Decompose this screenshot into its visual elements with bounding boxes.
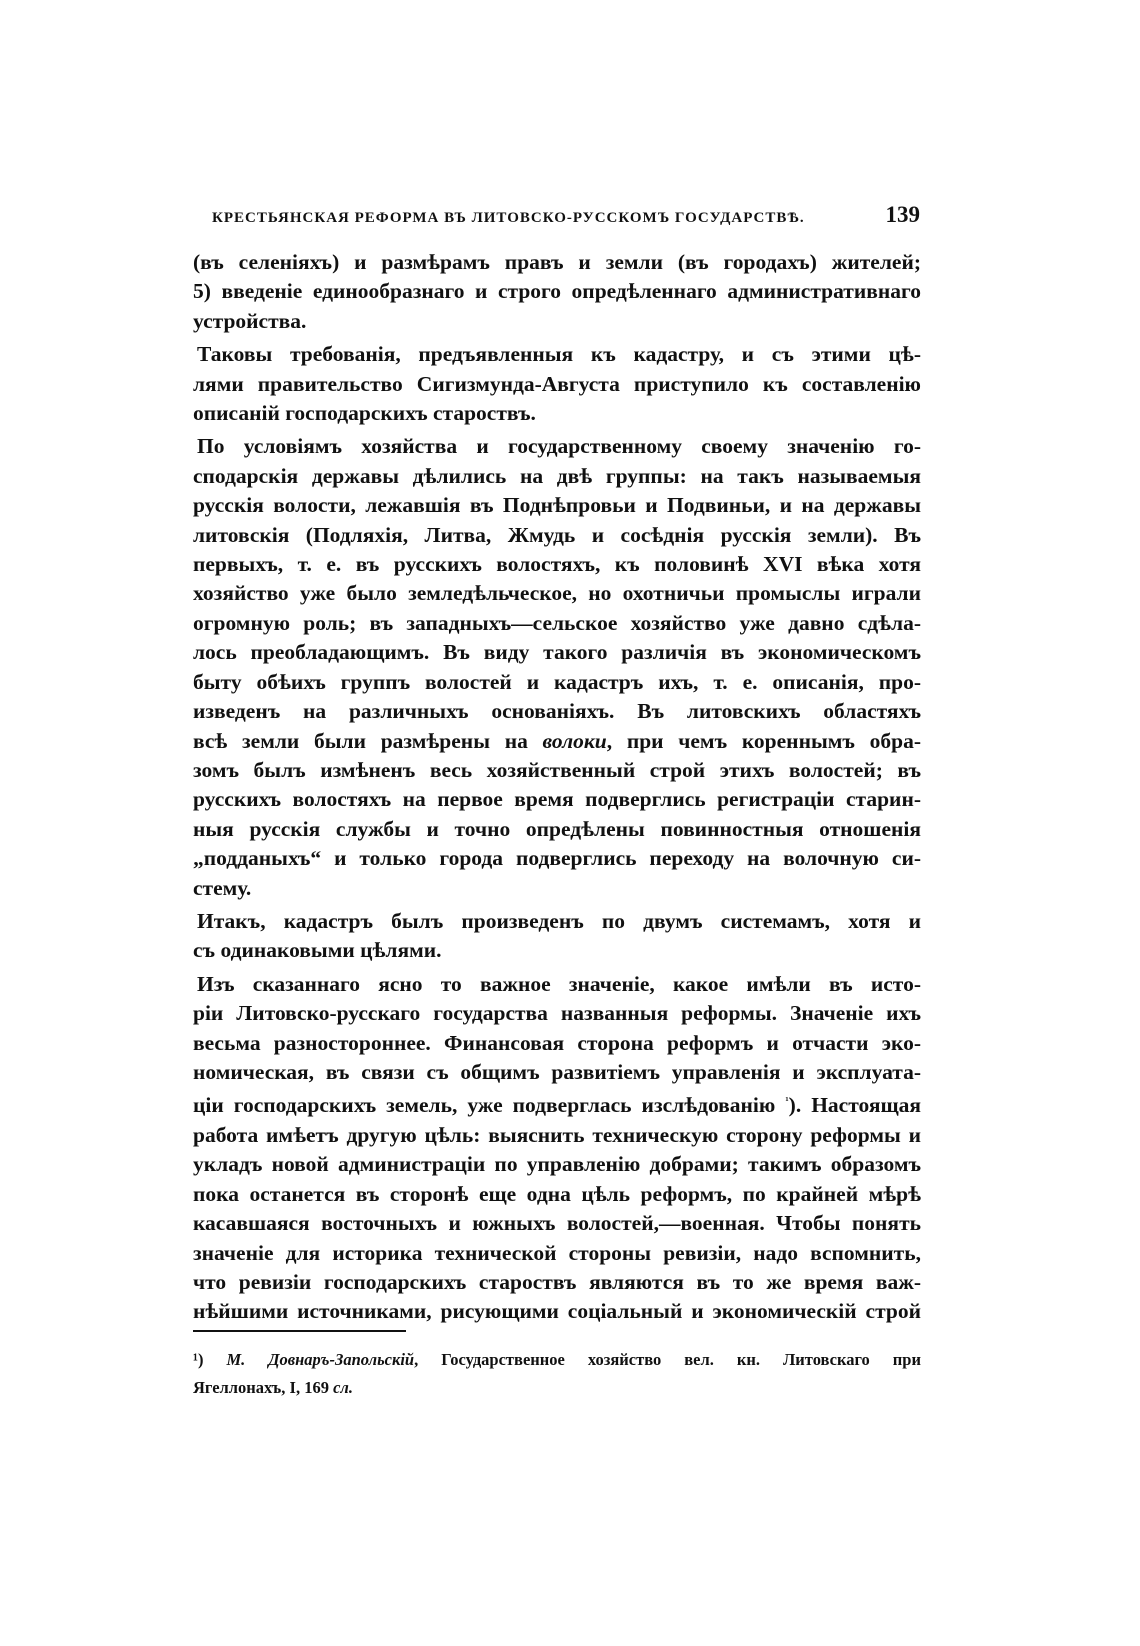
footnote-author: М. Довнаръ-Запольскій xyxy=(226,1350,415,1369)
text-line: русскія волости, лежавшія въ Поднѣпровьи и Подвиньи, и на державы xyxy=(193,493,921,518)
text-line: Итакъ, кадастръ былъ произведенъ по двумъ системамъ, хотя и xyxy=(197,908,921,933)
paragraph-1 xyxy=(193,248,921,336)
text-line: всѣ земли были размѣрены на волоки, при чемъ кореннымъ обра- xyxy=(193,728,921,753)
page-header xyxy=(212,202,920,228)
text-line: лось преобладающимъ. Въ виду такого различія въ экономическомъ xyxy=(193,640,921,665)
text-line: укладъ новой администраціи по управленію добрами; такимъ образомъ xyxy=(193,1152,921,1177)
text-line: пока останется въ сторонѣ еще одна цѣль реформъ, по крайней мѣрѣ xyxy=(193,1181,921,1206)
text-line: огромную роль; въ западныхъ—сельское хозяйство уже давно сдѣла- xyxy=(193,610,921,635)
text-line: сподарскія державы дѣлились на двѣ группы: на такъ называемыя xyxy=(193,463,921,488)
running-head: КРЕСТЬЯНСКАЯ РЕФОРМА ВЪ ЛИТОВСКО-РУССКОМЪ ГОСУДАРСТВѢ. xyxy=(212,210,805,226)
text-line: зомъ былъ измѣненъ весь хозяйственный строй этихъ волостей; въ xyxy=(193,757,921,782)
text-line: изведенъ на различныхъ основаніяхъ. Въ литовскихъ областяхъ xyxy=(193,699,921,724)
text-line: нѣйшими источниками, рисующими соціальный и экономическій строй xyxy=(193,1299,921,1324)
text-line: устройства. xyxy=(193,308,307,333)
text-line: русскихъ волостяхъ на первое время подверглись регистраціи старин- xyxy=(193,787,921,812)
text-line: касавшаяся восточныхъ и южныхъ волостей,—военная. Чтобы понять xyxy=(193,1211,921,1236)
text-line: Таковы требованія, предъявленныя къ кадастру, и съ этими цѣ- xyxy=(197,342,921,367)
text-line: съ одинаковыми цѣлями. xyxy=(193,938,442,963)
footnote-line: ¹) М. Довнаръ-Запольскій, Государственное хозяйство вел. кн. Литовскаго при xyxy=(193,1350,921,1369)
text-line: стему. xyxy=(193,875,252,900)
text-line: (въ селеніяхъ) и размѣрамъ правъ и земли (въ городахъ) жителей; xyxy=(193,250,921,274)
footnote-line: Ягеллонахъ, I, 169 сл. xyxy=(193,1378,353,1397)
italic-term: волоки xyxy=(542,728,607,753)
text-line: Изъ сказаннаго ясно то важное значеніе, какое имѣли въ исто- xyxy=(197,971,921,996)
text-line: ціи господарскихъ земель, уже подверглась изслѣдованію $^{^1}$). Настоящая xyxy=(193,1093,921,1118)
text-line: ныя русскія службы и точно опредѣлены повинностныя отношенія xyxy=(193,816,921,841)
text-line: хозяйство уже было земледѣльческое, но охотничьи промыслы играли xyxy=(193,581,921,606)
text-line: описаній господарскихъ староствъ. xyxy=(193,401,536,426)
paragraph-3 xyxy=(193,432,921,903)
text-line: работа имѣетъ другую цѣль: выяснить техническую сторону реформы и xyxy=(193,1122,921,1147)
text-line: ріи Литовско-русскаго государства названныя реформы. Значеніе ихъ xyxy=(193,1001,921,1026)
footnote-divider xyxy=(193,1330,406,1332)
text-line: 5) введеніе единообразнаго и строго опредѣленнаго административнаго xyxy=(193,279,921,304)
footnote xyxy=(193,1346,921,1402)
page-number: 139 xyxy=(885,202,920,227)
text-line: По условіямъ хозяйства и государственному своему значенію го- xyxy=(197,434,921,459)
text-line: что ревизіи господарскихъ староствъ являются въ то же время важ- xyxy=(193,1269,921,1294)
text-line: „подданыхъ“ и только города подверглись переходу на волочную си- xyxy=(193,846,921,871)
text-line: первыхъ, т. е. въ русскихъ волостяхъ, къ половинѣ XVI вѣка хотя xyxy=(193,552,921,577)
text-line: весьма разностороннее. Финансовая сторона реформъ и отчасти эко- xyxy=(193,1030,921,1055)
main-text xyxy=(193,248,921,1327)
paragraph-4 xyxy=(193,907,921,966)
text-line: литовскія (Подляхія, Литва, Жмудь и сосѣднія русскія земли). Въ xyxy=(193,522,921,547)
text-line: быту обѣихъ группъ волостей и кадастръ ихъ, т. е. описанія, про- xyxy=(193,669,921,694)
paragraph-2 xyxy=(193,340,921,428)
paragraph-5 xyxy=(193,970,921,1327)
text-line: лями правительство Сигизмунда-Августа приступило къ составленію xyxy=(193,371,921,396)
text-line: номическая, въ связи съ общимъ развитіемъ управленія и эксплуата- xyxy=(193,1059,921,1084)
text-line: значеніе для историка технической стороны ревизіи, надо вспомнить, xyxy=(193,1240,921,1265)
footnote-reference: ¹ xyxy=(785,1095,789,1108)
